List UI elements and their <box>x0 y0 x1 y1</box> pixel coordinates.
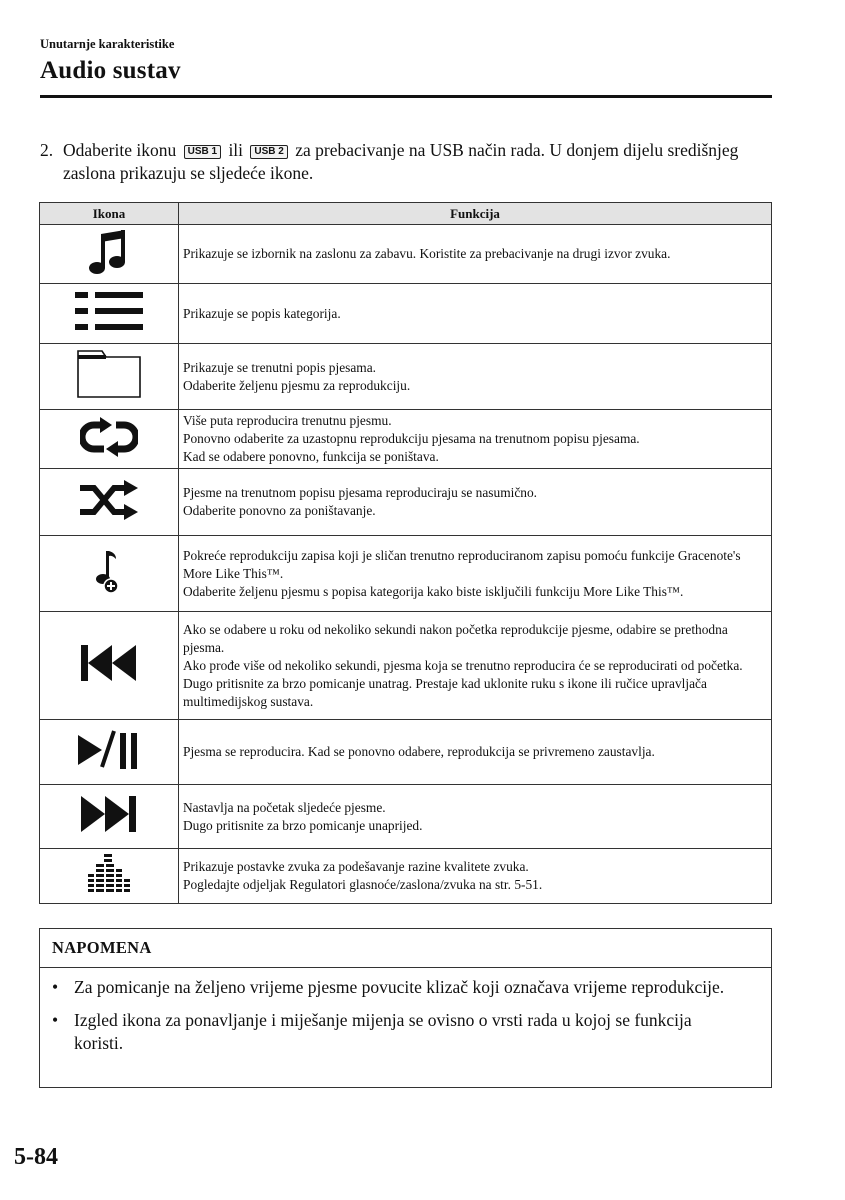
function-line: Nastavlja na početak sljedeće pjesme. <box>183 799 386 815</box>
table-row <box>40 469 772 536</box>
icon-function-table <box>39 202 772 904</box>
usb1-icon: USB 1 <box>184 145 221 159</box>
step-text-before: Odaberite ikonu <box>63 140 177 160</box>
bullet-icon: • <box>52 1010 59 1030</box>
function-line: Prikazuje se izbornik na zaslonu za zabavu. Koristite za prebacivanje na drugi izvor zvuka. <box>183 246 671 261</box>
function-line: Odaberite ponovno za poništavanje. <box>183 503 376 518</box>
function-line: Ako prođe više od nekoliko sekundi, pjesma koja se trenutno reproducira će se reproducirati od početka. <box>183 657 743 673</box>
note-item-text: Za pomicanje na željeno vrijeme pjesme povucite klizač koji označava vrijeme reprodukcije. <box>74 977 725 997</box>
function-line: Odaberite željenu pjesmu za reprodukciju. <box>183 377 411 393</box>
function-line: Kad se odabere ponovno, funkcija se poništava. <box>183 449 439 464</box>
function-line: Prikazuje se popis kategorija. <box>183 305 341 321</box>
title-divider <box>40 95 772 98</box>
note-box <box>39 928 772 1088</box>
function-line: Ako se odabere u roku od nekoliko sekundi nakon početka reprodukcije pjesme, odabire se prethodna pjesma. <box>183 621 728 655</box>
function-line: Odaberite željenu pjesmu s popisa kategorija kako biste isključili funkciju More Like This™. <box>183 583 684 599</box>
category-list-icon <box>73 289 145 333</box>
note-item-text: Izgled ikona za ponavljanje i miješanje mijenja se ovisno o vrsti rada u kojoj se funkcija koristi. <box>74 1010 692 1053</box>
step-number: 2. <box>40 140 54 160</box>
bullet-icon: • <box>52 977 59 997</box>
usb2-icon: USB 2 <box>250 145 287 159</box>
function-line: Dugo pritisnite za brzo pomicanje unatrag. Prestaje kad uklonite ruku s ikone ili ručice upravljača multimedijskog sustava. <box>183 675 707 709</box>
table-row <box>40 849 772 904</box>
shuffle-icon <box>78 480 140 520</box>
function-line: Više puta reproducira trenutnu pjesmu. <box>183 413 392 428</box>
table-row <box>40 785 772 849</box>
step-text-between: ili <box>228 140 244 160</box>
header-function: Funkcija <box>179 203 772 225</box>
step-instruction <box>40 139 775 185</box>
function-line: Ponovno odaberite za uzastopnu reprodukciju pjesama na trenutnom popisu pjesama. <box>183 431 640 446</box>
table-header-row <box>40 203 772 225</box>
equalizer-icon <box>84 852 134 896</box>
note-list <box>40 968 771 1055</box>
page-number: 5-84 <box>14 1144 58 1170</box>
header-icon: Ikona <box>40 203 179 225</box>
note-heading: NAPOMENA <box>40 929 771 968</box>
function-line: Prikazuje postavke zvuka za podešavanje razine kvalitete zvuka. <box>183 859 529 874</box>
table-row <box>40 612 772 720</box>
previous-track-icon <box>81 645 137 681</box>
function-line: Pogledajte odjeljak Regulatori glasnoće/zaslona/zvuka na str. 5-51. <box>183 877 543 892</box>
repeat-icon <box>80 417 138 457</box>
folder-icon <box>76 349 142 399</box>
music-note-icon <box>87 228 131 276</box>
next-track-icon <box>81 796 137 832</box>
function-line: Prikazuje se trenutni popis pjesama. <box>183 359 377 375</box>
note-item <box>52 976 731 999</box>
function-line: Pjesma se reproducira. Kad se ponovno odabere, reprodukcija se privremeno zaustavlja. <box>183 744 655 759</box>
function-line: Pokreće reprodukciju zapisa koji je sličan trenutno reproduciranom zapisu pomoću funkcije Gracenote's More Like This™. <box>183 547 741 581</box>
note-item <box>52 1009 731 1055</box>
page-title: Audio sustav <box>40 57 181 84</box>
table-row <box>40 410 772 469</box>
table-row <box>40 225 772 284</box>
table-row <box>40 720 772 785</box>
section-label: Unutarnje karakteristike <box>40 37 175 51</box>
play-pause-icon <box>78 729 140 771</box>
more-like-this-icon <box>94 547 124 595</box>
step-text-after: za prebacivanje na USB način rada. U donjem dijelu središnjeg zaslona prikazuju se sljedeće ikone. <box>63 140 739 183</box>
table-row <box>40 344 772 410</box>
function-line: Pjesme na trenutnom popisu pjesama reproduciraju se nasumično. <box>183 485 538 500</box>
table-row <box>40 536 772 612</box>
table-row <box>40 284 772 344</box>
function-line: Dugo pritisnite za brzo pomicanje unaprijed. <box>183 817 423 833</box>
